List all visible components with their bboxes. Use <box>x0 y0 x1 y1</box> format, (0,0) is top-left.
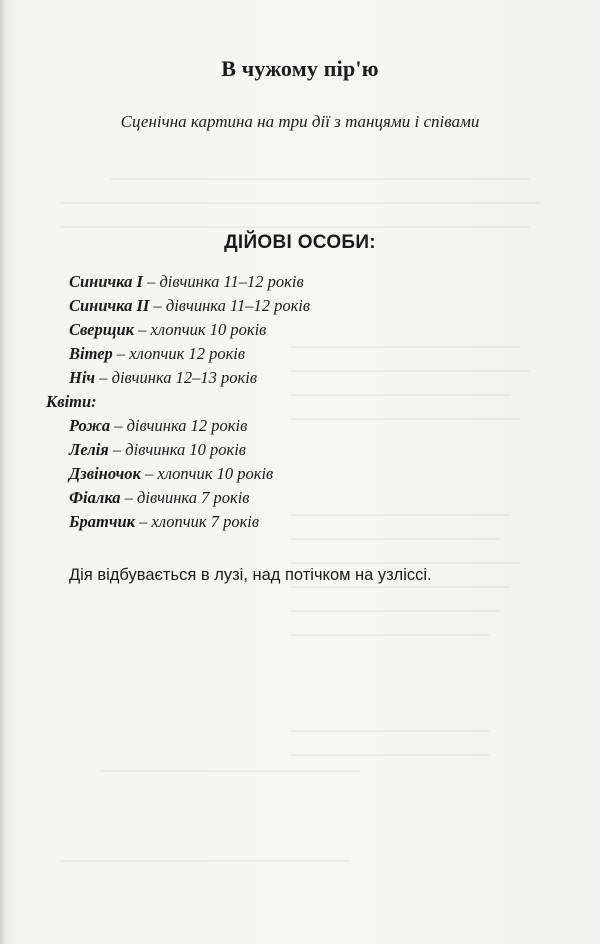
cast-item-name: Ніч <box>69 368 96 387</box>
cast-item-name: Лелія <box>69 440 109 459</box>
cast-item-desc: – хлопчик 12 років <box>112 344 246 363</box>
cast-item-desc: – дівчинка 12–13 років <box>95 368 258 387</box>
cast-item-name: Фіалка <box>69 488 121 507</box>
cast-item-name: Дзвіночок <box>69 464 141 483</box>
cast-item-desc: – дівчинка 11–12 років <box>149 296 311 315</box>
cast-item <box>69 318 266 342</box>
cast-item-name: Синичка І <box>69 272 143 291</box>
cast-item <box>69 438 246 462</box>
cast-item-desc: – хлопчик 7 років <box>135 512 260 531</box>
cast-item-desc: – дівчинка 7 років <box>120 488 250 507</box>
cast-item-name: Синичка ІІ <box>69 296 150 315</box>
cast-item <box>69 366 257 390</box>
cast-item <box>69 414 247 438</box>
cast-item-desc: – хлопчик 10 років <box>140 464 274 483</box>
flowers-group-label: Квіти: <box>46 392 97 411</box>
cast-item-name: Рожа <box>69 416 111 435</box>
cast-item-name: Сверщик <box>69 320 135 339</box>
setting-note: Дія відбувається в лузі, над потічком на узліссі. <box>69 566 432 584</box>
cast-heading: ДІЙОВІ ОСОБИ: <box>224 232 376 253</box>
cast-item <box>69 342 245 366</box>
cast-item <box>69 270 304 294</box>
page-gutter-shadow <box>0 0 6 944</box>
cast-item <box>69 510 259 534</box>
play-title: В чужому пір'ю <box>221 56 379 81</box>
cast-item <box>69 486 249 510</box>
cast-item <box>69 462 273 486</box>
cast-item-desc: – дівчинка 11–12 років <box>142 272 304 291</box>
cast-item-desc: – дівчинка 10 років <box>108 440 246 459</box>
cast-item-name: Вітер <box>69 344 113 363</box>
cast-item-desc: – хлопчик 10 років <box>134 320 267 339</box>
cast-item-name: Братчик <box>69 512 136 531</box>
cast-item <box>69 294 310 318</box>
cast-item-desc: – дівчинка 12 років <box>110 416 248 435</box>
play-subtitle: Сценічна картина на три дії з танцями і співами <box>120 112 480 131</box>
